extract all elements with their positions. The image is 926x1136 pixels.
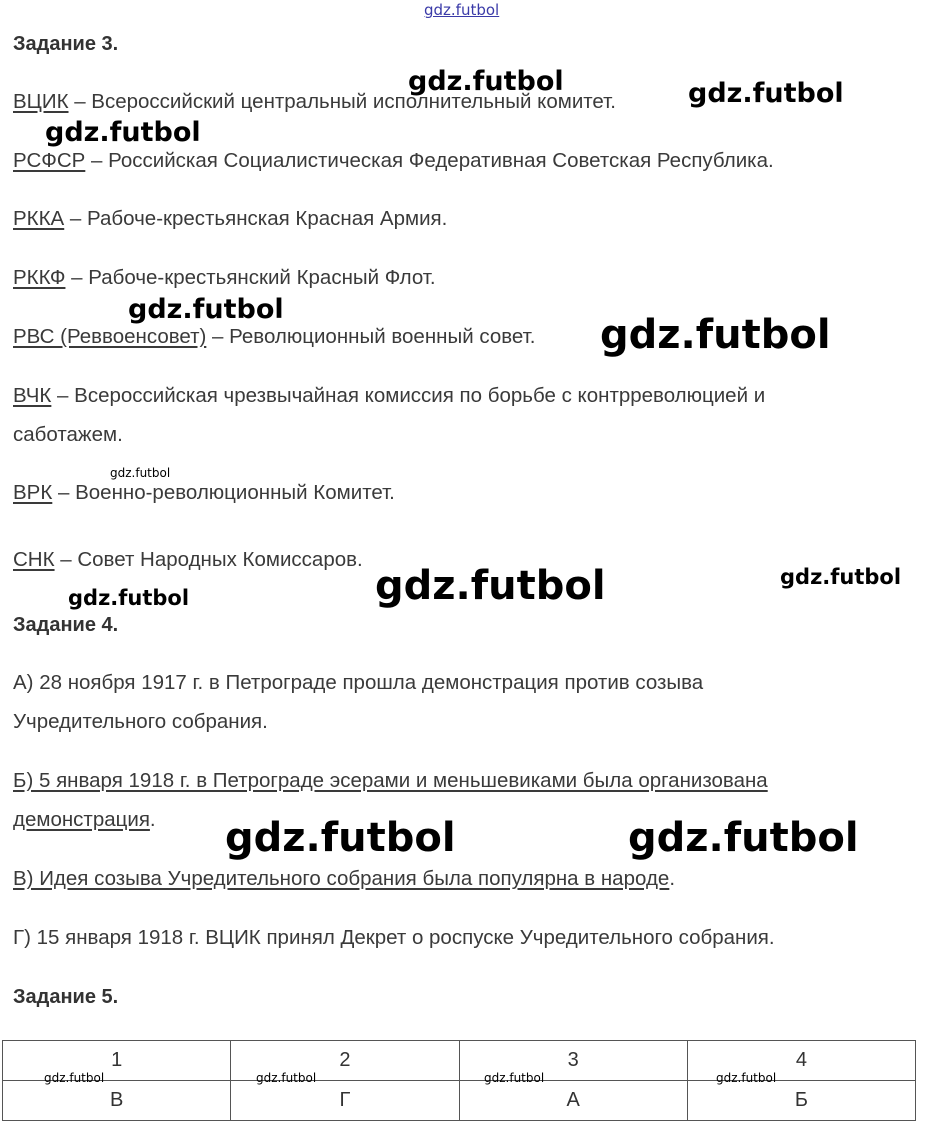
watermark: gdz.futbol bbox=[600, 312, 831, 358]
watermark: gdz.futbol bbox=[716, 1071, 777, 1085]
table-cell-number: 3 bbox=[459, 1041, 687, 1081]
abbr-item bbox=[13, 141, 774, 180]
watermark: gdz.futbol bbox=[225, 815, 456, 861]
abbr-term: РККА bbox=[13, 207, 65, 230]
statement-v bbox=[13, 859, 675, 898]
abbr-desc: – Всероссийский центральный исполнительный комитет. bbox=[68, 90, 616, 113]
table-cell-number: 4 bbox=[687, 1041, 915, 1081]
abbr-term: ВРК bbox=[13, 481, 53, 504]
watermark: gdz.futbol bbox=[128, 294, 284, 325]
watermark: gdz.futbol bbox=[628, 815, 859, 861]
abbr-item bbox=[13, 376, 765, 415]
abbr-term: ВЧК bbox=[13, 384, 52, 407]
abbr-term: РККФ bbox=[13, 266, 66, 289]
abbr-desc: – Российская Социалистическая Федеративная Советская Республика. bbox=[85, 149, 774, 172]
abbr-desc: – Рабоче-крестьянская Красная Армия. bbox=[64, 207, 448, 230]
table-cell-number: 2 bbox=[231, 1041, 459, 1081]
abbr-term: ВЦИК bbox=[13, 90, 69, 113]
statement-v-text: В) Идея созыва Учредительного собрания была популярна в народе bbox=[13, 867, 670, 890]
statement-b-text: Б) 5 января 1918 г. в Петрограде эсерами и меньшевиками была организована bbox=[13, 769, 768, 792]
abbr-item bbox=[13, 540, 363, 579]
punctuation: . bbox=[149, 808, 156, 831]
table-cell-letter: В bbox=[3, 1081, 231, 1121]
table-cell-letter: Г bbox=[231, 1081, 459, 1121]
abbr-desc: – Революционный военный совет. bbox=[206, 325, 536, 348]
abbr-desc: – Всероссийская чрезвычайная комиссия по борьбе с контрреволюцией и bbox=[51, 384, 766, 407]
watermark-top: gdz.futbol bbox=[424, 1, 500, 19]
watermark: gdz.futbol bbox=[44, 1071, 105, 1085]
table-row bbox=[3, 1041, 916, 1081]
abbr-term: РВС (Реввоенсовет) bbox=[13, 325, 207, 348]
watermark: gdz.futbol bbox=[110, 466, 171, 480]
watermark: gdz.futbol bbox=[408, 66, 564, 97]
abbr-term: РСФСР bbox=[13, 149, 86, 172]
task4-title: Задание 4. bbox=[13, 614, 119, 636]
answer-table bbox=[2, 1040, 916, 1121]
abbr-item bbox=[13, 199, 447, 238]
punctuation: . bbox=[669, 867, 676, 890]
abbr-item bbox=[13, 82, 616, 121]
statement-b-text: демонстрация bbox=[13, 808, 150, 831]
table-cell-number: 1 bbox=[3, 1041, 231, 1081]
statement-a-continuation: Учредительного собрания. bbox=[13, 710, 268, 733]
statement-b bbox=[13, 761, 768, 800]
table-cell-letter: А bbox=[459, 1081, 687, 1121]
table-cell-letter: Б bbox=[687, 1081, 915, 1121]
abbr-item bbox=[13, 258, 436, 297]
watermark: gdz.futbol bbox=[780, 565, 902, 589]
watermark: gdz.futbol bbox=[484, 1071, 545, 1085]
task5-title: Задание 5. bbox=[13, 986, 119, 1008]
abbr-desc: – Военно-революционный Комитет. bbox=[52, 481, 395, 504]
watermark: gdz.futbol bbox=[256, 1071, 317, 1085]
task3-title: Задание 3. bbox=[13, 33, 119, 55]
abbr-item bbox=[13, 317, 535, 356]
abbr-item bbox=[13, 473, 395, 512]
watermark: gdz.futbol bbox=[688, 78, 844, 109]
abbr-term: СНК bbox=[13, 548, 55, 571]
abbr-desc: – Совет Народных Комиссаров. bbox=[54, 548, 363, 571]
watermark: gdz.futbol bbox=[375, 563, 606, 609]
statement-b-continuation bbox=[13, 800, 156, 839]
abbr-desc: – Рабоче-крестьянский Красный Флот. bbox=[65, 266, 436, 289]
abbr-item-continuation: саботажем. bbox=[13, 423, 123, 446]
statement-g: Г) 15 января 1918 г. ВЦИК принял Декрет о роспуске Учредительного собрания. bbox=[13, 926, 775, 949]
watermark: gdz.futbol bbox=[68, 586, 190, 610]
watermark: gdz.futbol bbox=[45, 117, 201, 148]
table-row bbox=[3, 1081, 916, 1121]
statement-a: А) 28 ноября 1917 г. в Петрограде прошла демонстрация против созыва bbox=[13, 671, 704, 694]
